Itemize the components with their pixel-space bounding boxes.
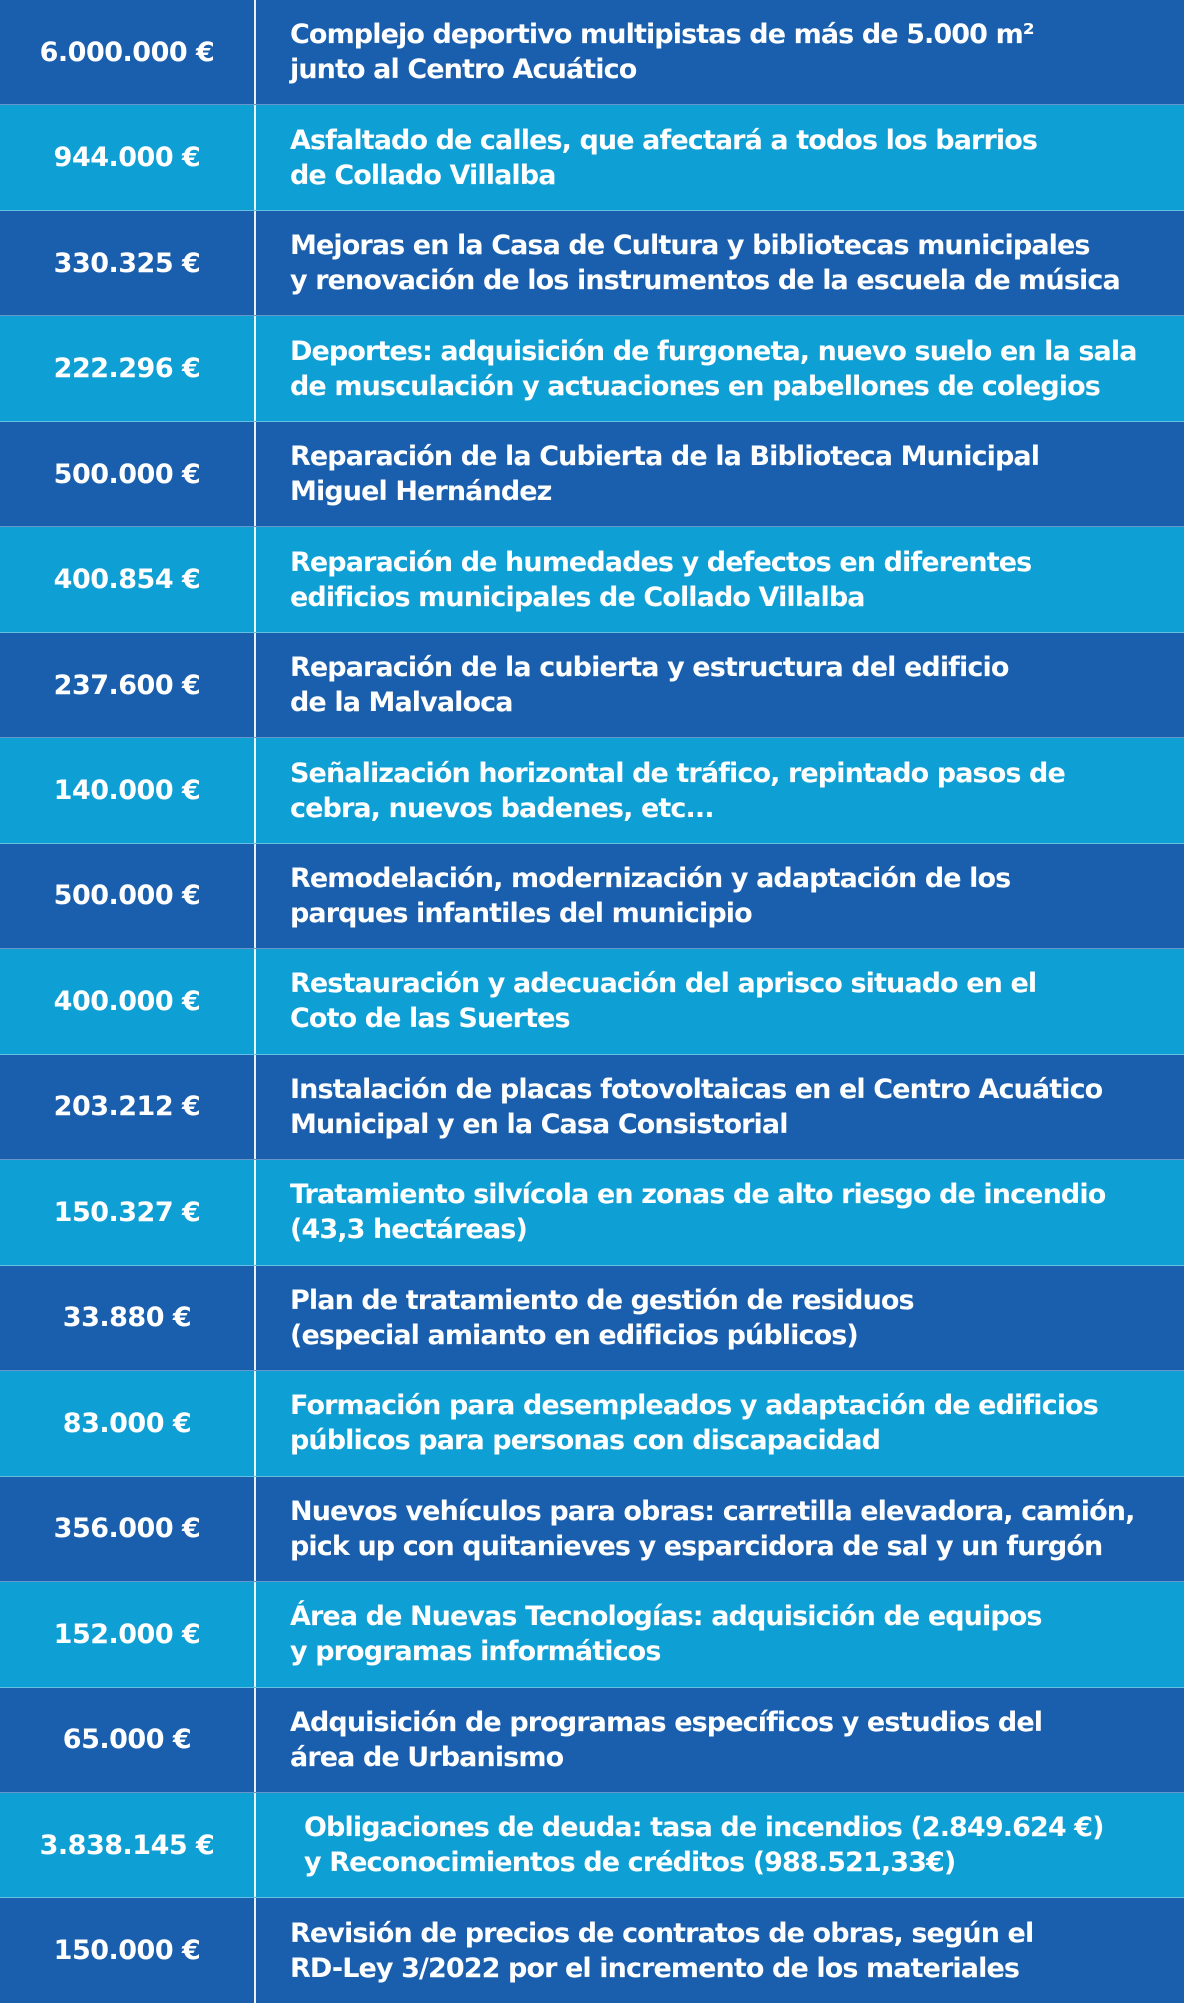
row-description-cell bbox=[256, 527, 1184, 631]
table-row bbox=[0, 738, 1184, 843]
row-description: Formación para desempleados y adaptación de edificios públicos para personas con discapacidad bbox=[290, 1390, 1098, 1457]
row-description-cell bbox=[256, 1160, 1184, 1264]
table-row bbox=[0, 422, 1184, 527]
row-amount: 152.000 € bbox=[0, 1582, 256, 1686]
row-description: Adquisición de programas específicos y estudios del área de Urbanismo bbox=[290, 1706, 1043, 1773]
row-description-cell bbox=[256, 105, 1184, 209]
row-description-cell bbox=[256, 1477, 1184, 1581]
row-description: Área de Nuevas Tecnologías: adquisición de equipos y programas informáticos bbox=[290, 1601, 1042, 1668]
row-amount: 400.854 € bbox=[0, 527, 256, 631]
table-row bbox=[0, 105, 1184, 210]
row-amount: 150.327 € bbox=[0, 1160, 256, 1264]
table-row bbox=[0, 1898, 1184, 2002]
row-description: Tratamiento silvícola en zonas de alto riesgo de incendio (43,3 hectáreas) bbox=[290, 1179, 1106, 1246]
row-amount: 3.838.145 € bbox=[0, 1793, 256, 1897]
table-row bbox=[0, 527, 1184, 632]
table-row bbox=[0, 844, 1184, 949]
row-description-cell bbox=[256, 1688, 1184, 1792]
table-row bbox=[0, 633, 1184, 738]
row-description: Reparación de humedades y defectos en diferentes edificios municipales de Collado Villalba bbox=[290, 546, 1032, 613]
row-description-cell bbox=[256, 1055, 1184, 1159]
row-amount: 33.880 € bbox=[0, 1266, 256, 1370]
row-description: Plan de tratamiento de gestión de residuos (especial amianto en edificios públicos) bbox=[290, 1284, 914, 1351]
row-amount: 65.000 € bbox=[0, 1688, 256, 1792]
table-row bbox=[0, 1055, 1184, 1160]
row-description: Obligaciones de deuda: tasa de incendios (2.849.624 €) y Reconocimientos de créditos (988.521,33€) bbox=[304, 1812, 1104, 1879]
table-row bbox=[0, 1371, 1184, 1476]
row-description-cell bbox=[256, 1371, 1184, 1475]
row-amount: 944.000 € bbox=[0, 105, 256, 209]
table-row bbox=[0, 0, 1184, 105]
row-description-cell bbox=[256, 844, 1184, 948]
row-description-cell bbox=[256, 0, 1184, 104]
row-amount: 237.600 € bbox=[0, 633, 256, 737]
row-amount: 500.000 € bbox=[0, 422, 256, 526]
row-amount: 150.000 € bbox=[0, 1898, 256, 2002]
row-description-cell bbox=[256, 738, 1184, 842]
table-row bbox=[0, 1793, 1184, 1898]
row-description-cell bbox=[256, 633, 1184, 737]
row-description: Complejo deportivo multipistas de más de 5.000 m² junto al Centro Acuático bbox=[290, 19, 1034, 86]
row-description-cell bbox=[256, 1266, 1184, 1370]
row-amount: 500.000 € bbox=[0, 844, 256, 948]
row-amount: 6.000.000 € bbox=[0, 0, 256, 104]
row-description: Nuevos vehículos para obras: carretilla elevadora, camión, pick up con quitanieves y esparcidora de sal y un furgón bbox=[290, 1495, 1135, 1562]
row-description: Asfaltado de calles, que afectará a todos los barrios de Collado Villalba bbox=[290, 124, 1038, 191]
row-description-cell bbox=[256, 1898, 1184, 2002]
table-row bbox=[0, 1582, 1184, 1687]
row-description-cell bbox=[256, 949, 1184, 1053]
row-description: Instalación de placas fotovoltaicas en el Centro Acuático Municipal y en la Casa Consistorial bbox=[290, 1073, 1103, 1140]
row-description-cell bbox=[256, 1793, 1184, 1897]
row-description: Mejoras en la Casa de Cultura y bibliotecas municipales y renovación de los instrumentos de la escuela de música bbox=[290, 230, 1120, 297]
row-amount: 330.325 € bbox=[0, 211, 256, 315]
row-description: Señalización horizontal de tráfico, repintado pasos de cebra, nuevos badenes, etc... bbox=[290, 757, 1065, 824]
table-row bbox=[0, 1477, 1184, 1582]
row-amount: 140.000 € bbox=[0, 738, 256, 842]
row-description: Revisión de precios de contratos de obras, según el RD-Ley 3/2022 por el incremento de los materiales bbox=[290, 1917, 1034, 1984]
row-amount: 203.212 € bbox=[0, 1055, 256, 1159]
table-row bbox=[0, 316, 1184, 421]
row-description: Remodelación, modernización y adaptación de los parques infantiles del municipio bbox=[290, 862, 1011, 929]
row-amount: 83.000 € bbox=[0, 1371, 256, 1475]
row-description: Reparación de la Cubierta de la Biblioteca Municipal Miguel Hernández bbox=[290, 441, 1040, 508]
row-description: Deportes: adquisición de furgoneta, nuevo suelo en la sala de musculación y actuaciones en pabellones de colegios bbox=[290, 335, 1137, 402]
table-row bbox=[0, 1266, 1184, 1371]
row-amount: 222.296 € bbox=[0, 316, 256, 420]
row-amount: 356.000 € bbox=[0, 1477, 256, 1581]
row-description: Reparación de la cubierta y estructura del edificio de la Malvaloca bbox=[290, 652, 1009, 719]
table-row bbox=[0, 949, 1184, 1054]
row-description-cell bbox=[256, 316, 1184, 420]
row-description-cell bbox=[256, 422, 1184, 526]
table-row bbox=[0, 1160, 1184, 1265]
row-description-cell bbox=[256, 1582, 1184, 1686]
row-description-cell bbox=[256, 211, 1184, 315]
table-row bbox=[0, 211, 1184, 316]
row-amount: 400.000 € bbox=[0, 949, 256, 1053]
row-description: Restauración y adecuación del aprisco situado en el Coto de las Suertes bbox=[290, 968, 1037, 1035]
table-row bbox=[0, 1688, 1184, 1793]
